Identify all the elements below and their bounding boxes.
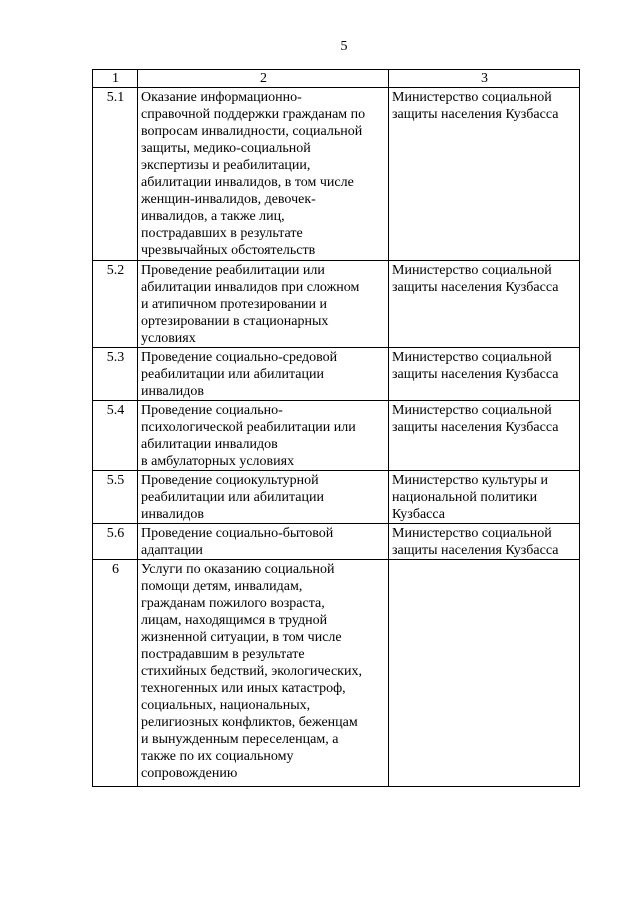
responsible-organization: Министерство социальной защиты населения Кузбасса [389,401,580,471]
table-header-row [93,70,580,88]
table-row [93,471,580,524]
responsible-organization: Министерство культуры и национальной политики Кузбасса [389,471,580,524]
row-number: 6 [93,560,138,787]
column-header-3: 3 [389,70,580,88]
row-number: 5.5 [93,471,138,524]
service-description: Проведение социально- психологической реабилитации или абилитации инвалидов в амбулаторных условиях [138,401,389,471]
table-row [93,524,580,560]
page-number: 5 [340,39,348,54]
table-row [93,348,580,401]
table-row [93,560,580,787]
service-description: Оказание информационно- справочной поддержки гражданам по вопросам инвалидности, социальной защиты, медико-социальной экспертизы и реабилитации, абилитации инвалидов, в том числе женщин-инвалидов, девочек- инвалидов, а также лиц, пострадавших в результате чрезвычайных обстоятельств [138,88,389,261]
responsible-organization: Министерство социальной защиты населения Кузбасса [389,524,580,560]
table-row [93,261,580,348]
service-description: Проведение социально-средовой реабилитации или абилитации инвалидов [138,348,389,401]
responsible-organization: Министерство социальной защиты населения Кузбасса [389,261,580,348]
responsible-organization: Министерство социальной защиты населения Кузбасса [389,348,580,401]
service-description: Проведение реабилитации или абилитации инвалидов при сложном и атипичном протезировании и ортезировании в стационарных условиях [138,261,389,348]
service-description: Услуги по оказанию социальной помощи детям, инвалидам, гражданам пожилого возраста, лицам, находящимся в трудной жизненной ситуации, в том числе пострадавшим в результате стихийных бедствий, экологических, техногенных или иных катастроф, социальных, национальных, религиозных конфликтов, беженцам и вынужденным переселенцам, а также по их социальному сопровождению [138,560,389,787]
service-description: Проведение социально-бытовой адаптации [138,524,389,560]
services-table [92,69,580,787]
responsible-organization [389,560,580,787]
row-number: 5.3 [93,348,138,401]
row-number: 5.6 [93,524,138,560]
column-header-2: 2 [138,70,389,88]
row-number: 5.1 [93,88,138,261]
column-header-1: 1 [93,70,138,88]
table-row [93,88,580,261]
row-number: 5.2 [93,261,138,348]
row-number: 5.4 [93,401,138,471]
responsible-organization: Министерство социальной защиты населения Кузбасса [389,88,580,261]
service-description: Проведение социокультурной реабилитации или абилитации инвалидов [138,471,389,524]
table-row [93,401,580,471]
